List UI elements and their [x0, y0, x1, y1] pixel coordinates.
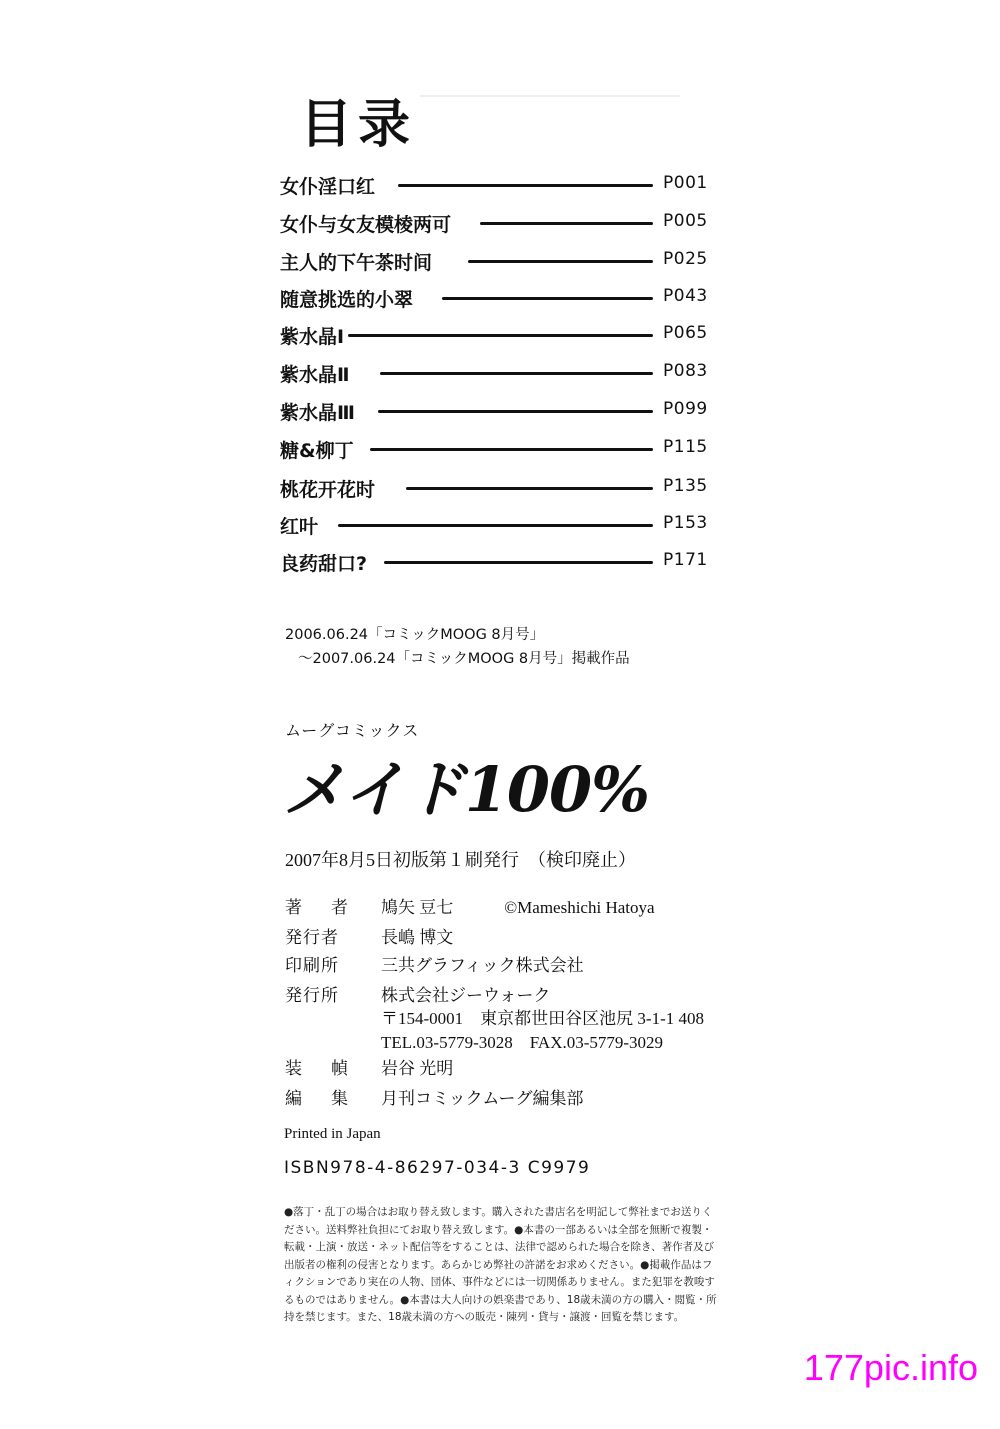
toc-entry-page: P153 [663, 513, 708, 533]
colophon-label: 装 幀 [285, 1059, 354, 1078]
toc-title: 目录 [300, 95, 417, 155]
toc-entry-title: 女仆淫口红 [280, 176, 376, 198]
colophon-value: 〒154-0001 東京都世田谷区池尻 3-1-1 408 [381, 1009, 704, 1028]
toc-entry [280, 436, 710, 466]
toc-entry [280, 285, 710, 315]
toc-leader-line [378, 410, 653, 413]
toc-entry-page: P099 [663, 399, 708, 419]
toc-entry-page: P005 [663, 211, 708, 231]
toc-entry-page: P083 [663, 361, 708, 381]
toc-entry-page: P171 [663, 550, 708, 570]
toc-leader-line [442, 297, 653, 300]
toc-leader-line [380, 372, 653, 375]
toc-entry-title: 紫水晶Ⅱ [280, 364, 350, 386]
toc-leader-line [370, 448, 653, 451]
toc-entry [280, 549, 710, 579]
colophon-label: 著 者 [285, 898, 354, 917]
watermark-link[interactable]: 177pic.info [803, 1347, 978, 1388]
toc-leader-line [338, 524, 653, 527]
legal-notice: ●落丁・乱丁の場合はお取り替え致します。購入された書店名を明記して弊社までお送りください。送料弊社負担にてお取り替え致します。●本書の一部あるいは全部を無断で複製・転載・上演・放送・ネット配信等をすることは、法律で認められた場合を除き、著作者及び出版者の権利の侵害となります。あらかじめ弊社の許諾をお求めください。●掲載作品はフィクションであり実在の人物、団体、事件などには一切関係ありません。また犯罪を教唆するものではありません。●本書は大人向けの娯楽書であり、18歳未満の方の購入・閲覧・所持を禁じます。また、18歳未満の方への販売・陳列・貸与・譲渡・回覧を禁じます。 [284, 1206, 717, 1323]
publish-date: 2007年8月5日初版第１刷発行 （検印廃止） [285, 850, 636, 870]
isbn: ISBN978-4-86297-034-3 C9979 [284, 1158, 591, 1178]
toc-entry-title: 紫水晶Ⅰ [280, 326, 345, 348]
toc-entry [280, 172, 710, 202]
series-name: ムーグコミックス [285, 721, 420, 740]
toc-entry-title: 主人的下午茶时间 [280, 252, 433, 274]
toc-entry-title: 紫水晶Ⅲ [280, 402, 355, 424]
toc-entry-page: P001 [663, 173, 708, 193]
toc-leader-line [348, 334, 653, 337]
printed-in: Printed in Japan [284, 1126, 381, 1142]
toc-leader-line [384, 561, 653, 564]
toc-entry-title: 良药甜口? [280, 553, 368, 575]
toc-entry-page: P135 [663, 476, 708, 496]
toc-leader-line [468, 260, 653, 263]
colophon-label: 発行者 [285, 928, 339, 947]
colophon-label: 発行所 [285, 986, 339, 1005]
serialization-line-1: 2006.06.24「コミックMOOG 8月号」 [285, 627, 545, 643]
colophon-value: 岩谷 光明 [381, 1059, 454, 1078]
toc-leader-line [406, 487, 653, 490]
colophon-label: 編 集 [285, 1089, 354, 1108]
toc-entry-page: P043 [663, 286, 708, 306]
toc-entry [280, 512, 710, 542]
colophon-value: 鳩矢 豆七 ©Mameshichi Hatoya [381, 898, 655, 917]
toc-entry-page: P025 [663, 249, 708, 269]
colophon-value: TEL.03-5779-3028 FAX.03-5779-3029 [381, 1033, 664, 1052]
toc-leader-line [398, 184, 653, 187]
colophon-value: 株式会社ジーウォーク [381, 986, 551, 1005]
colophon-value: 長嶋 博文 [381, 928, 454, 947]
toc-entry-title: 桃花开花时 [280, 479, 376, 501]
toc-entry-page: P115 [663, 437, 708, 457]
colophon-value: 三共グラフィック株式会社 [381, 956, 584, 975]
toc-entry [280, 475, 710, 505]
serialization-line-2: ～2007.06.24「コミックMOOG 8月号」掲載作品 [298, 651, 630, 667]
toc-entry-title: 女仆与女友模棱两可 [280, 214, 452, 236]
toc-entry [280, 360, 710, 390]
toc-entry-page: P065 [663, 323, 708, 343]
toc-entry [280, 210, 710, 240]
toc-entry [280, 322, 710, 352]
book-logo: メイド100% [283, 753, 650, 826]
toc-entry [280, 398, 710, 428]
toc-leader-line [480, 222, 653, 225]
colophon-value: 月刊コミックムーグ編集部 [381, 1089, 584, 1108]
toc-entry [280, 248, 710, 278]
colophon-label: 印刷所 [285, 956, 339, 975]
toc-entry-title: 红叶 [280, 516, 319, 538]
toc-entry-title: 随意挑选的小翠 [280, 289, 414, 311]
toc-entry-title: 糖&柳丁 [280, 440, 354, 462]
title-underline-shadow [420, 95, 680, 97]
